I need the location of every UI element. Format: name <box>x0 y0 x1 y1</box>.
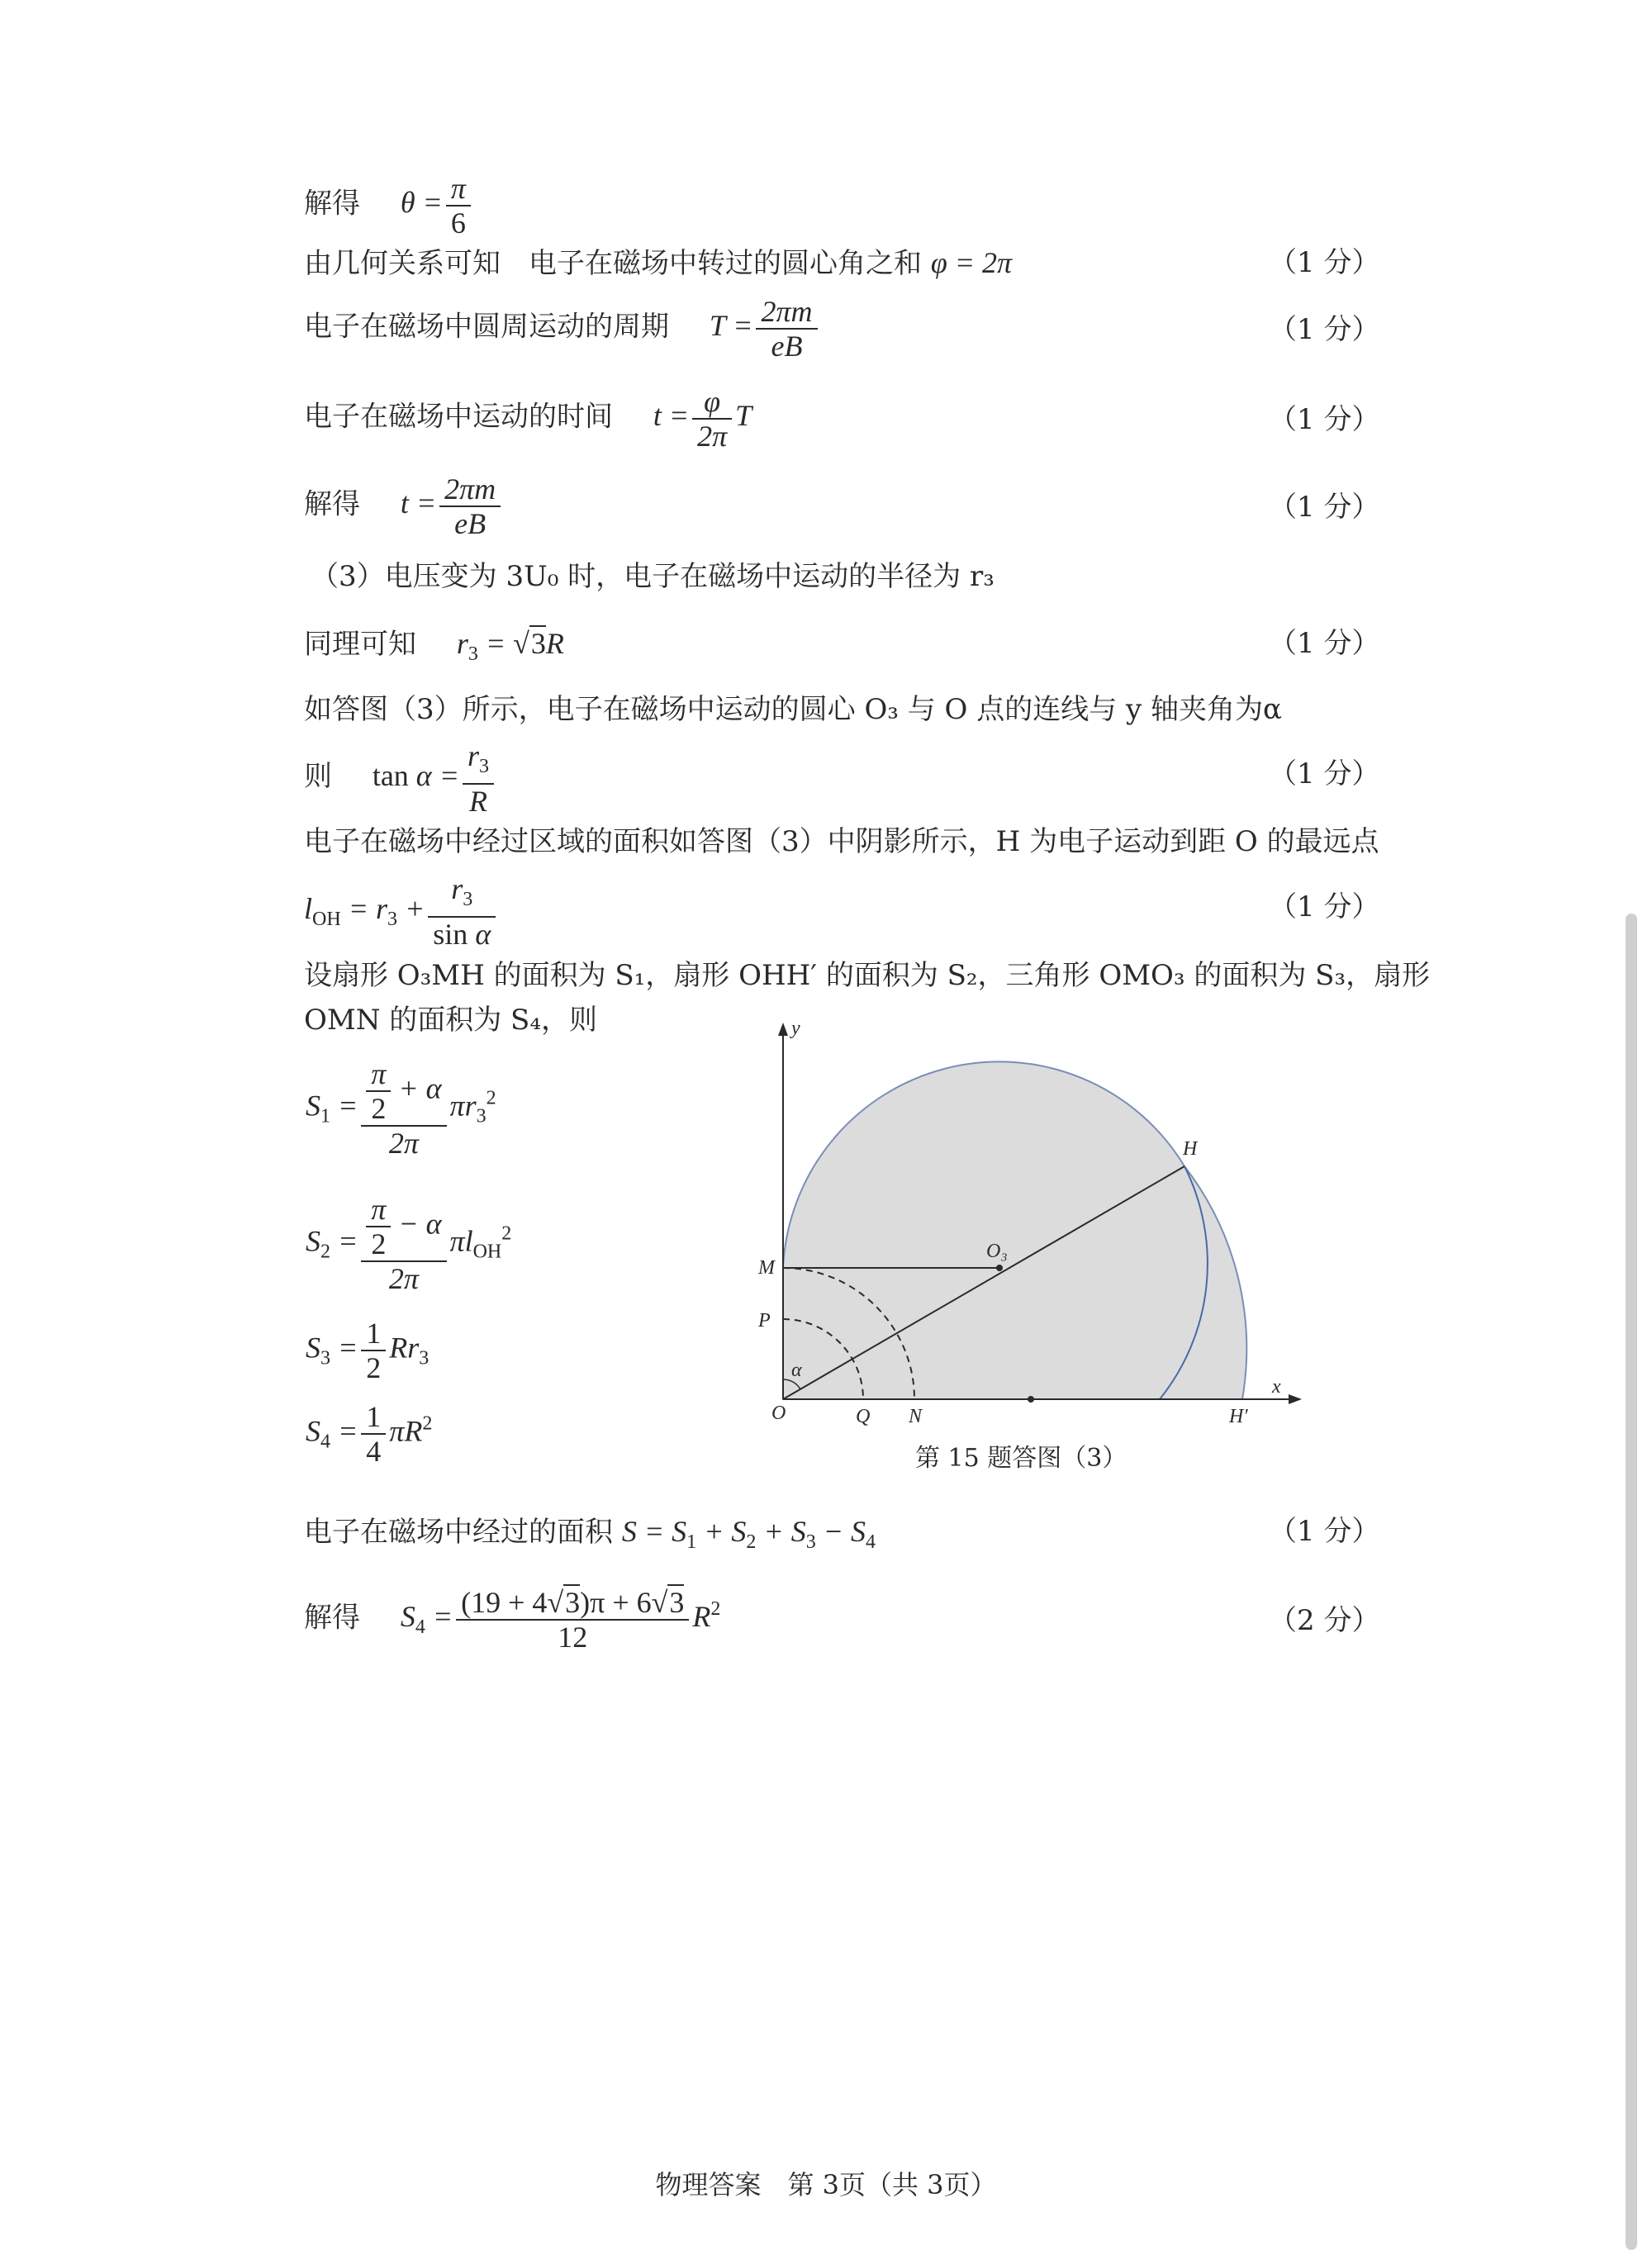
solution-line-5 <box>304 472 504 540</box>
label-jiede: 解得 <box>304 1601 360 1635</box>
solution-line-6: （3）电压变为 3U₀ 时，电子在磁场中运动的半径为 r₃ <box>311 560 995 593</box>
text-line-7: 同理可知 <box>304 628 416 661</box>
formula-time: t = $\frac{\varphi}{2\pi}$ T <box>653 385 752 453</box>
score-line-19: （2 分） <box>1269 1604 1380 1637</box>
score-line-11: （1 分） <box>1269 890 1380 923</box>
label-alpha: α <box>791 1360 802 1381</box>
formula-final-result: $S_4$ = $\frac{(19 + 4√3)\pi + 6√3}{12}$ $R^2$ <box>400 1586 721 1654</box>
formula-time-result: t = $\frac{2\pi m}{eB}$ <box>401 487 504 520</box>
label-o3: O₃ <box>986 1241 1008 1262</box>
score-line-7: （1 分） <box>1269 627 1380 660</box>
solution-line-19 <box>304 1586 720 1654</box>
label-m: M <box>758 1257 775 1279</box>
label-y: y <box>791 1018 800 1039</box>
formula-s3: $S_3$ = $\frac{1}{2}$ $Rr_3$ <box>306 1317 430 1384</box>
shaded-area <box>783 1061 1246 1399</box>
point-o3 <box>996 1265 1003 1271</box>
solution-line-13: OMN 的面积为 S₄，则 <box>304 1004 597 1037</box>
page-footer: 物理答案 第 3页（共 3页） <box>655 2169 997 2200</box>
label-jiede: 解得 <box>304 487 360 521</box>
solution-line-12: 设扇形 O₃MH 的面积为 S₁，扇形 OHH′ 的面积为 S₂，三角形 OMO₃ 的面积为 S₃，扇形 <box>304 959 1431 992</box>
score-line-5: （1 分） <box>1269 491 1380 524</box>
formula-theta: θ = $\frac{\pi}{6}$ <box>401 186 474 219</box>
formula-period: T = $\frac{2\pi m}{eB}$ <box>710 309 821 342</box>
solution-line-11 <box>304 872 499 951</box>
solution-line-3 <box>304 295 821 363</box>
label-h-prime: H′ <box>1229 1406 1248 1427</box>
formula-r3: $r_3 = √3R$ <box>456 627 564 665</box>
score-line-4: （1 分） <box>1269 403 1380 436</box>
answer-figure-3 <box>743 1016 1305 1429</box>
score-line-3: （1 分） <box>1269 313 1380 346</box>
text-line-18: 电子在磁场中经过的面积 <box>304 1516 613 1549</box>
formula-loh: $l_{OH} = r_3$ + $\frac{r_3}{\text{sin α}}$ <box>304 892 499 925</box>
x-axis-arrow <box>1289 1394 1302 1404</box>
formula-phi: φ = 2π <box>930 246 1013 279</box>
solution-line-1 <box>304 172 474 240</box>
label-q: Q <box>856 1406 871 1427</box>
score-line-18: （1 分） <box>1269 1515 1380 1548</box>
label-jiede: 解得 <box>304 187 360 221</box>
label-n: N <box>909 1406 923 1427</box>
text-line-3: 电子在磁场中圆周运动的周期 <box>304 310 669 344</box>
formula-s1: $S_1$ = $\frac{\pi}{2}$ + α 2π $\pi r_3^2$ <box>306 1057 496 1160</box>
solution-line-8: 如答图（3）所示，电子在磁场中运动的圆心 O₃ 与 O 点的连线与 y 轴夹角为α <box>304 693 1283 726</box>
label-p: P <box>758 1310 771 1331</box>
figure-caption: 第 15 题答图（3） <box>915 1444 1127 1473</box>
score-line-2: （1 分） <box>1269 246 1380 279</box>
solution-line-2 <box>304 244 1012 282</box>
solution-line-7 <box>304 625 564 672</box>
solution-line-4 <box>304 385 752 453</box>
formula-s2: $S_2$ = $\frac{\pi}{2}$ − α 2π $\pi l_{OH}^2$ <box>306 1193 512 1295</box>
score-line-9: （1 分） <box>1269 757 1380 790</box>
scrollbar-thumb[interactable] <box>1626 914 1637 2250</box>
text-line-4: 电子在磁场中运动的时间 <box>304 400 613 434</box>
y-axis-arrow <box>778 1023 788 1036</box>
label-x: x <box>1272 1376 1281 1398</box>
solution-line-18 <box>304 1513 876 1560</box>
label-ze: 则 <box>304 759 332 793</box>
point-on-x-axis <box>1028 1396 1034 1403</box>
formula-tan-alpha: tan α = $\frac{r_3}{R}$ <box>373 759 497 792</box>
label-o: O <box>771 1403 786 1424</box>
formula-total-area: $S = S_1 + S_2 + S_3 - S_4$ <box>621 1515 876 1553</box>
label-h: H <box>1183 1138 1198 1160</box>
text-line-2: 由几何关系可知 电子在磁场中转过的圆心角之和 <box>304 247 922 280</box>
solution-line-9 <box>304 739 497 818</box>
solution-line-10: 电子在磁场中经过区域的面积如答图（3）中阴影所示，H 为电子运动到距 O 的最远点 <box>304 825 1379 858</box>
formula-s4: $S_4$ = $\frac{1}{4}$ $\pi R^2$ <box>306 1400 433 1468</box>
